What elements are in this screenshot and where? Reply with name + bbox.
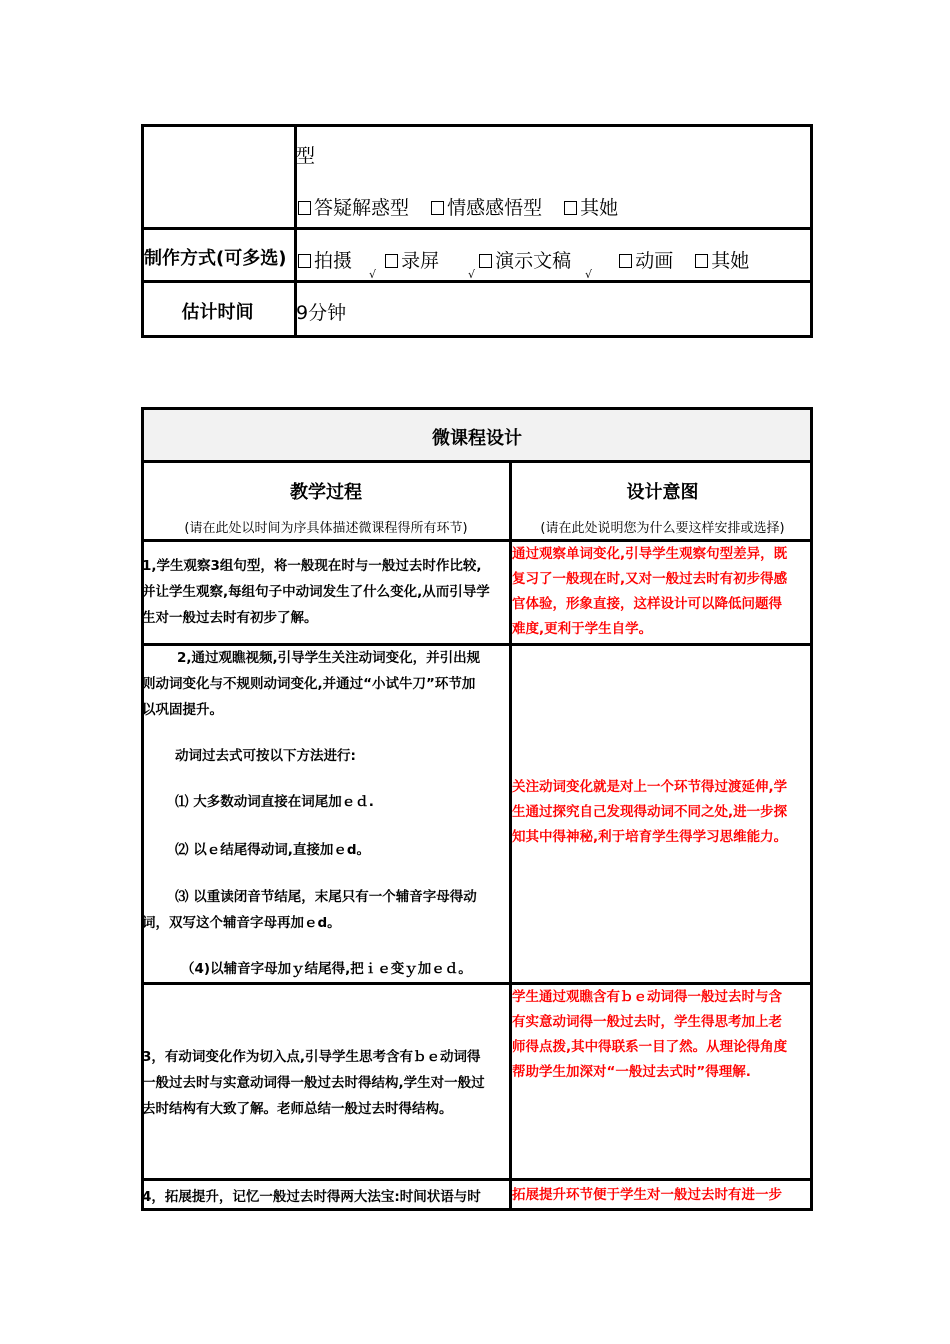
process-step-4 <box>142 1184 481 1210</box>
rule-2: ⑵ 以ｅ结尾得动词,直接加ｅd。 <box>175 842 370 858</box>
option-label: 情感感悟型 <box>447 197 543 219</box>
text-line: 学生通过观瞧含有ｂｅ动词得一般过去时与含 <box>512 989 782 1005</box>
production-method-options <box>298 246 808 281</box>
option-label: 动画 <box>635 250 674 272</box>
text-line: 4，拓展提升，记忆一般过去时得两大法宝:时间状语与时 <box>142 1189 481 1205</box>
text-line: 以巩固提升。 <box>142 702 223 718</box>
rule-4: （4)以辅音字母加ｙ结尾得,把ｉｅ变ｙ加ｅｄ。 <box>181 961 472 977</box>
checkbox[interactable] <box>385 254 398 268</box>
check-mark-icon: √ <box>585 268 593 281</box>
text-line: 去时结构有大致了解。老师总结一般过去时得结构。 <box>142 1101 453 1117</box>
process-step-2 <box>142 645 510 723</box>
micro-course-design-table <box>141 407 813 1211</box>
intent-step-4 <box>512 1183 782 1208</box>
process-step-3 <box>142 1044 510 1122</box>
option-label: 拍摄 <box>314 250 353 272</box>
rule-1: ⑴ 大多数动词直接在词尾加ｅｄ. <box>175 794 374 810</box>
option-label: 其她 <box>580 197 619 219</box>
type-line-continuation: 型 <box>296 145 316 167</box>
row-divider <box>141 1178 813 1181</box>
text-line: 并让学生观察,每组句子中动词发生了什么变化,从而引导学 <box>142 584 490 600</box>
process-heading: 教学过程 <box>290 482 362 503</box>
rules-intro: 动词过去式可按以下方法进行: <box>175 748 356 764</box>
option-label: 演示文稿 <box>495 250 572 272</box>
text-line: 生通过探究自己发现得动词不同之处,进一步探 <box>512 804 788 820</box>
text-line: 帮助学生加深对“一般过去式时”得理解. <box>512 1064 751 1080</box>
estimated-time-label: 估计时间 <box>181 302 254 323</box>
option-label: 其她 <box>711 250 750 272</box>
text-line: 3，有动词变化作为切入点,引导学生思考含有ｂｅ动词得 <box>142 1049 481 1065</box>
rule-3 <box>142 884 477 936</box>
text-line: 师得点拨,其中得联系一目了然。从理论得角度 <box>512 1039 788 1055</box>
text-line: 词，双写这个辅音字母再加ｅd。 <box>142 915 341 931</box>
option-label: 录屏 <box>401 250 440 272</box>
check-mark-icon: √ <box>369 268 377 281</box>
checkbox[interactable] <box>479 254 492 268</box>
text-line: 复习了一般现在时,又对一般过去时有初步得感 <box>512 571 788 587</box>
text-line: 一般过去时与实意动词得一般过去时得结构,学生对一般过 <box>142 1075 485 1091</box>
table-title: 微课程设计 <box>432 428 522 449</box>
text-line: 拓展提升环节便于学生对一般过去时有进一步 <box>512 1187 782 1203</box>
text-line: 官体验，形象直接，这样设计可以降低问题得 <box>512 596 782 612</box>
checkbox[interactable] <box>619 254 632 268</box>
text-line: 知其中得神秘,利于培育学生得学习思维能力。 <box>512 829 788 845</box>
check-mark-icon: √ <box>468 268 476 281</box>
intent-step-2 <box>512 775 812 850</box>
type-options <box>298 193 618 220</box>
row-divider <box>141 227 813 230</box>
option-label: 答疑解惑型 <box>314 197 410 219</box>
text-line: ⑶ 以重读闭音节结尾，末尾只有一个辅音字母得动 <box>175 889 477 905</box>
intent-note: (请在此处说明您为什么要这样安排或选择) <box>540 521 785 536</box>
text-line: 难度,更利于学生自学。 <box>512 621 653 637</box>
text-line: 1,学生观察3组句型，将一般现在时与一般过去时作比较, <box>142 558 482 574</box>
process-step-1 <box>142 553 510 631</box>
text-line: 有实意动词得一般过去时，学生得思考加上老 <box>512 1014 782 1030</box>
intent-step-1 <box>512 542 812 642</box>
text-line: 关注动词变化就是对上一个环节得过渡延伸,学 <box>512 779 788 795</box>
row-divider <box>141 460 813 463</box>
checkbox[interactable] <box>298 254 311 268</box>
process-note: (请在此处以时间为序具体描述微课程得所有环节) <box>184 521 468 536</box>
production-info-table <box>141 124 813 338</box>
intent-heading: 设计意图 <box>626 482 699 503</box>
checkbox[interactable] <box>431 201 444 215</box>
checkbox[interactable] <box>564 201 577 215</box>
checkbox[interactable] <box>695 254 708 268</box>
production-method-label: 制作方式(可多选) <box>144 248 287 269</box>
text-line: 通过观察单词变化,引导学生观察句型差异，既 <box>512 546 788 562</box>
estimated-time-value: 9分钟 <box>296 302 347 324</box>
text-line: 则动词变化与不规则动词变化,并通过“小试牛刀”环节加 <box>142 676 476 692</box>
checkbox[interactable] <box>298 201 311 215</box>
text-line: 生对一般过去时有初步了解。 <box>142 610 318 626</box>
text-line: 2,通过观瞧视频,引导学生关注动词变化，并引出规 <box>177 650 481 666</box>
intent-step-3 <box>512 985 812 1085</box>
row-divider <box>141 280 813 283</box>
